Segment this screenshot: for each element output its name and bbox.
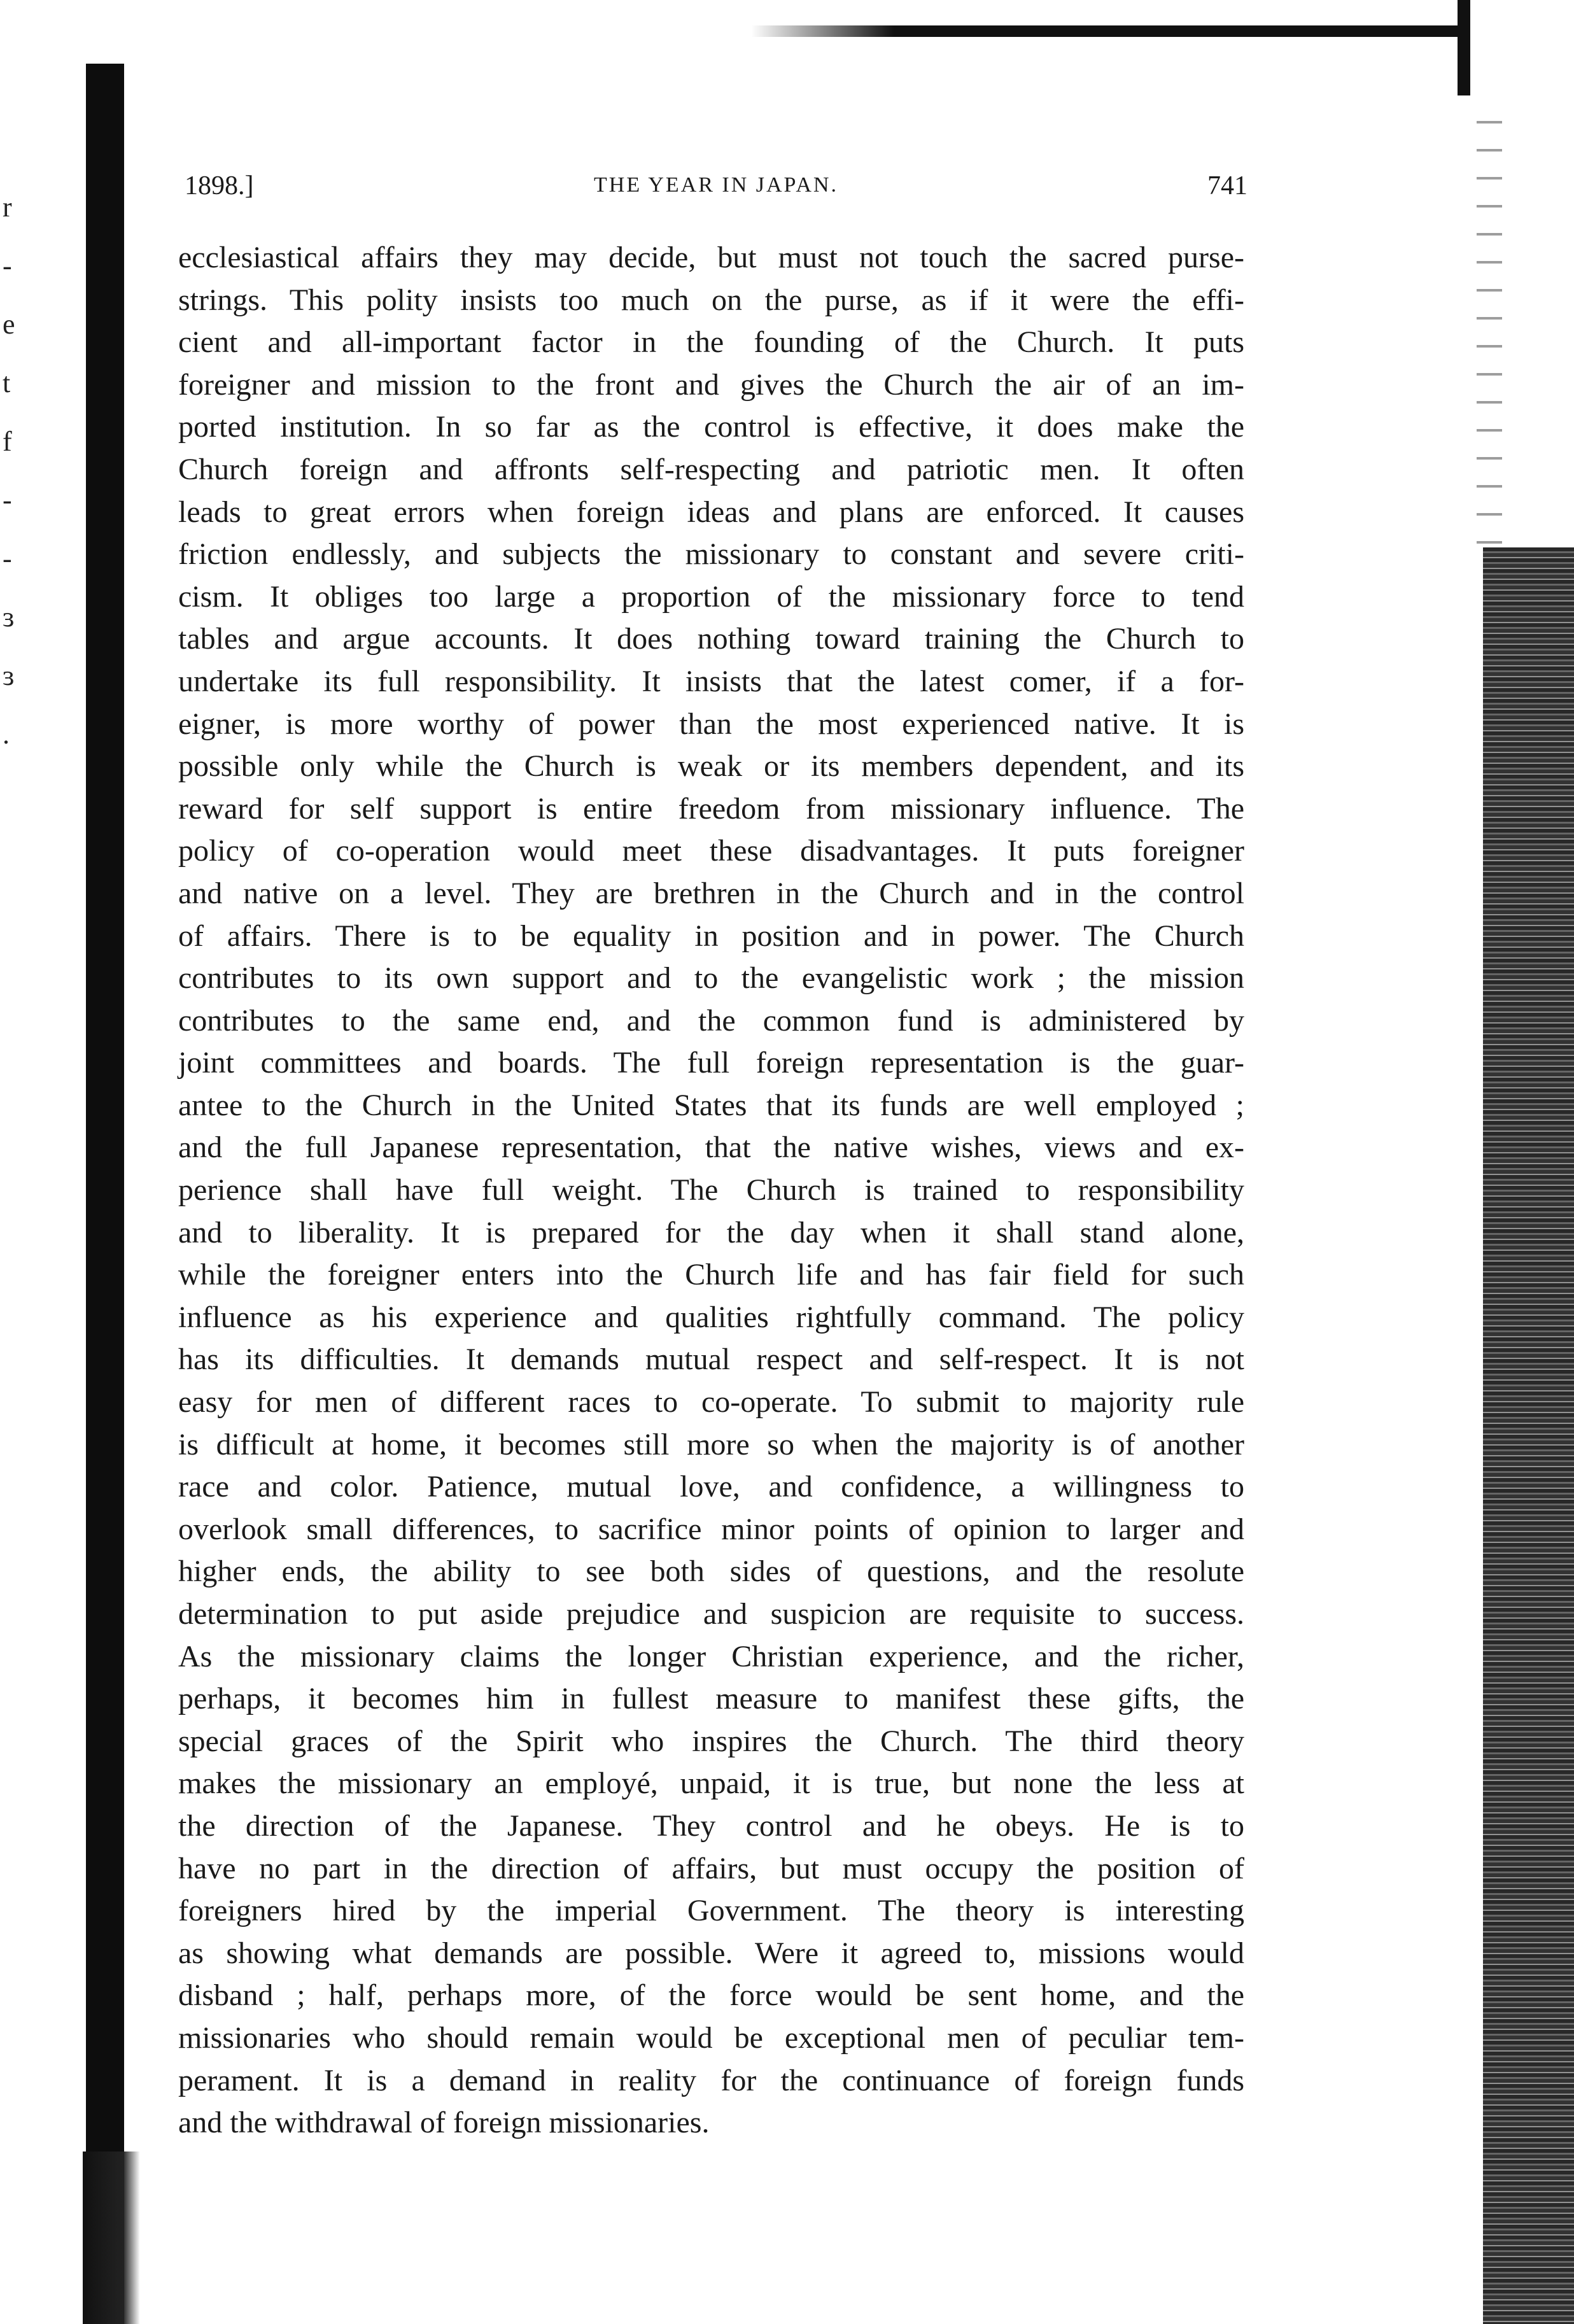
text-line: easy for men of different races to co-operate. To submit to majority rule [178, 1385, 1244, 1419]
text-line: and to liberality. It is prepared for the day when it shall stand alone, [178, 1215, 1244, 1250]
text-line: special graces of the Spirit who inspires the Church. The third theory [178, 1724, 1244, 1758]
right-edge-specks [1477, 95, 1502, 554]
text-line: and the withdrawal of foreign missionaries. [178, 2106, 710, 2140]
binding-gutter [86, 64, 124, 2324]
margin-letter: t [3, 367, 11, 398]
text-line: disband ; half, perhaps more, of the force would be sent home, and the [178, 1978, 1244, 2013]
text-line: and the full Japanese representation, that the native wishes, views and ex- [178, 1130, 1244, 1165]
binding-gutter-shadow [83, 2151, 140, 2324]
header-year: 1898.] [185, 171, 254, 201]
text-line: overlook small differences, to sacrifice minor points of opinion to larger and [178, 1512, 1244, 1546]
margin-letter: - [3, 484, 12, 516]
text-line: while the foreigner enters into the Church life and has fair field for such [178, 1258, 1244, 1292]
text-line: possible only while the Church is weak or its members dependent, and its [178, 749, 1244, 784]
text-line: foreigner and mission to the front and gives the Church the air of an im- [178, 367, 1244, 402]
margin-letter: r [3, 192, 12, 223]
margin-letter: ɜ [3, 602, 15, 633]
text-line: and native on a level. They are brethren in the Church and in the control [178, 876, 1244, 910]
margin-letter: ɜ [3, 660, 15, 691]
text-line: antee to the Church in the United States that its funds are well employed ; [178, 1088, 1244, 1122]
text-line: foreigners hired by the imperial Government. The theory is interesting [178, 1894, 1244, 1928]
text-line: reward for self support is entire freedom from missionary influence. The [178, 791, 1244, 826]
text-line: As the missionary claims the longer Christian experience, and the richer, [178, 1639, 1244, 1673]
margin-letter: e [3, 309, 15, 340]
text-line: have no part in the direction of affairs, but must occupy the position of [178, 1851, 1244, 1885]
text-line: contributes to its own support and to the evangelistic work ; the mission [178, 961, 1244, 996]
text-line: influence as his experience and qualities rightfully command. The policy [178, 1300, 1244, 1334]
header-title: THE YEAR IN JAPAN. [594, 173, 838, 197]
text-line: Church foreign and affronts self-respecting and patriotic men. It often [178, 452, 1244, 486]
text-line: policy of co-operation would meet these disadvantages. It puts foreigner [178, 834, 1244, 868]
text-line: ported institution. In so far as the control is effective, it does make the [178, 410, 1244, 444]
right-edge-scan-border [1483, 547, 1574, 2324]
text-line: race and color. Patience, mutual love, and confidence, a willingness to [178, 1470, 1244, 1504]
text-line: cient and all-important factor in the founding of the Church. It puts [178, 325, 1244, 360]
margin-letter: - [3, 543, 12, 574]
text-line: the direction of the Japanese. They control and he obeys. He is to [178, 1808, 1244, 1843]
text-line: determination to put aside prejudice and suspicion are requisite to success. [178, 1597, 1244, 1631]
text-line: perhaps, it becomes him in fullest measure to manifest these gifts, the [178, 1682, 1244, 1716]
margin-letter: - [3, 250, 12, 281]
text-line: perience shall have full weight. The Church is trained to responsibility [178, 1173, 1244, 1208]
text-line: eigner, is more worthy of power than the most experienced native. It is [178, 707, 1244, 741]
text-line: friction endlessly, and subjects the missionary to constant and severe criti- [178, 537, 1244, 572]
text-line: has its difficulties. It demands mutual respect and self-respect. It is not [178, 1342, 1244, 1377]
text-line: is difficult at home, it becomes still more so when the majority is of another [178, 1427, 1244, 1461]
text-line: perament. It is a demand in reality for the continuance of foreign funds [178, 2063, 1244, 2097]
page-number: 741 [1207, 171, 1247, 201]
text-line: tables and argue accounts. It does nothing toward training the Church to [178, 622, 1244, 656]
text-line: cism. It obliges too large a proportion of the missionary force to tend [178, 579, 1244, 614]
text-line: leads to great errors when foreign ideas and plans are enforced. It causes [178, 495, 1244, 529]
text-line: missionaries who should remain would be exceptional men of peculiar tem- [178, 2020, 1244, 2055]
text-line: contributes to the same end, and the common fund is administered by [178, 1003, 1244, 1038]
text-line: makes the missionary an employé, unpaid, it is true, but none the less at [178, 1766, 1244, 1801]
text-line: joint committees and boards. The full foreign representation is the guar- [178, 1046, 1244, 1080]
body-text [178, 237, 1244, 2144]
top-edge-shadow [751, 25, 1464, 37]
text-line: undertake its full responsibility. It insists that the latest comer, if a for- [178, 664, 1244, 698]
running-header [185, 171, 1247, 209]
facing-page-margin-letters [3, 178, 28, 764]
text-line: of affairs. There is to be equality in position and in power. The Church [178, 919, 1244, 953]
text-line: higher ends, the ability to see both sides of questions, and the resolute [178, 1554, 1244, 1589]
margin-letter: . [3, 719, 10, 750]
top-right-corner-shadow [1458, 0, 1470, 95]
text-line: as showing what demands are possible. Were it agreed to, missions would [178, 1936, 1244, 1970]
text-line: ecclesiastical affairs they may decide, but must not touch the sacred purse- [178, 241, 1244, 274]
text-line: strings. This polity insists too much on the purse, as if it were the effi- [178, 283, 1244, 317]
margin-letter: f [3, 426, 12, 457]
